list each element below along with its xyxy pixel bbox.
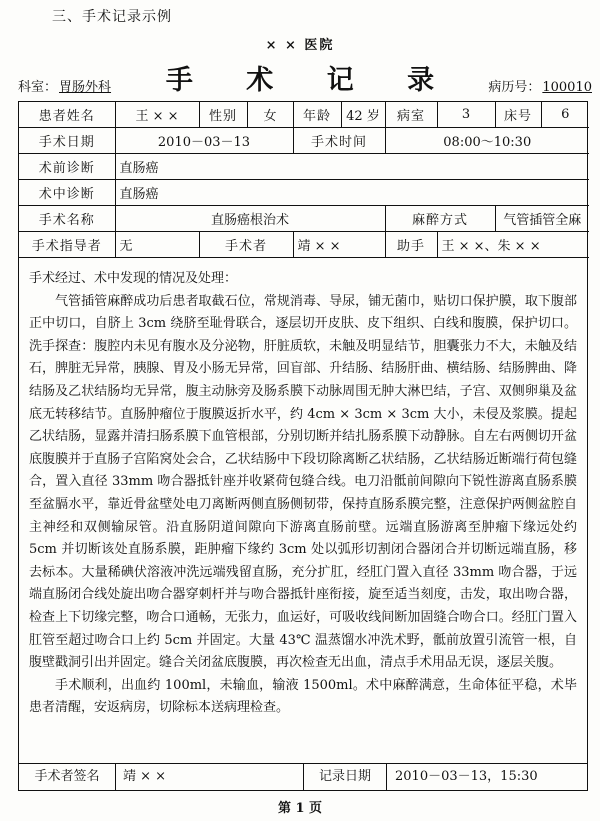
ward-value: 3	[437, 102, 495, 128]
narrative-summary: 手术顺利，出血约 100ml，未输血，输液 1500ml。术中麻醉满意，生命体征平稳，术毕患者清醒，安返病房，切除标本送病理检查。	[29, 677, 577, 716]
intraop-diagnosis-label: 术中诊断	[19, 180, 115, 206]
narrative-heading: 手术经过、术中发现的情况及处理：	[29, 271, 238, 286]
section-heading: 三、手术记录示例	[52, 9, 172, 25]
sex-value: 女	[247, 102, 293, 128]
age-value: 42 岁	[341, 102, 385, 128]
surgeon: 靖 × ×	[293, 232, 385, 258]
date-time-row	[19, 128, 589, 154]
procedure-name: 直肠癌根治术	[115, 206, 385, 232]
surgeon-signature: 靖 × ×	[123, 769, 167, 784]
procedure-name-label: 手术名称	[19, 206, 115, 232]
surgery-time: 08:00～10:30	[385, 128, 589, 154]
narrative-procedure: 气管插管麻醉成功后患者取截石位，常规消毒、导尿，铺无菌巾，贴切口保护膜，取下腹部正中切口，自脐上 3cm 绕脐至耻骨联合，逐层切开皮肤、皮下组织、白线和腹膜，保护切口。洗手探查：腹腔内未见有腹水及分泌物，肝脏质软，未触及明显结节，胆囊张力不大，未触及结石，脾脏无异常，胰腺、胃及小肠无异常，回盲部、升结肠、结肠肝曲、横结肠、结肠脾曲、降结肠及乙状结肠均无异常，腹主动脉旁及肠系膜下动脉周围无肿大淋巴结，子宫、双侧卵巢及盆底无转移结节。直肠肿瘤位于腹膜返折水平，约 4cm × 3cm × 3cm 大小，未侵及浆膜。提起乙状结肠，显露并清扫肠系膜下血管根部，分别切断并结扎肠系膜下动静脉。自左右两侧切开盆底腹膜并于直肠子宫陷窝处会合，乙状结肠中下段切除离断乙状结肠，乙状结肠近断端行荷包缝合，置入直径 33mm 吻合器抵针座并收紧荷包缝合线。电刀沿骶前间隙向下锐性游离直肠系膜至盆膈水平，靠近骨盆壁处电刀离断两侧直肠侧韧带，保持直肠系膜完整，注意保护两侧盆腔自主神经和双侧输尿管。沿直肠阴道间隙向下游离直肠前壁。远端直肠游离至肿瘤下缘远处约 5cm 并切断该处直肠系膜，距肿瘤下缘约 3cm 处以弧形切割闭合器闭合并切断远端直肠，移去标本。大量稀碘伏溶液冲洗远端残留直肠，充分扩肛，经肛门置入直径 33mm 吻合器，于远端直肠闭合线处旋出吻合器穿刺杆并与吻合器抵针座衔接，旋至适当刻度，击发，取出吻合器，检查上下切缘完整，吻合口通畅，无张力，血运好，可吸收线间断加固缝合吻合口。经肛门置入肛管至超过吻合口上约 5cm 并固定。大量 43℃ 温蒸馏水冲洗术野，骶前放置引流管一根，自腹壁戳洞引出并固定。缝合关闭盆底腹膜，再次检查无出血，清点手术用品无误，逐层关腹。	[29, 293, 577, 671]
department-value: 胃肠外科	[59, 80, 112, 95]
signature-row	[19, 763, 587, 790]
intraop-diagnosis-row	[19, 180, 589, 206]
surgery-date: 2010－03－13	[115, 128, 293, 154]
surgery-date-label: 手术日期	[19, 128, 115, 154]
supervisor-label: 手术指导者	[19, 232, 115, 258]
record-number-value: 100010	[542, 80, 592, 95]
procedure-row	[19, 206, 589, 232]
preop-diagnosis: 直肠癌	[115, 154, 589, 180]
record-date: 2010－03－13，15:30	[395, 769, 538, 784]
patient-row	[19, 102, 589, 128]
assistants: 王 × ×、朱 × ×	[437, 232, 589, 258]
supervisor: 无	[115, 232, 199, 258]
age-label: 年龄	[293, 102, 341, 128]
assistant-label: 助手	[385, 232, 437, 258]
preop-diagnosis-label: 术前诊断	[19, 154, 115, 180]
department	[18, 76, 111, 95]
document-title: 手 术 记 录	[165, 65, 457, 96]
sex-label: 性别	[199, 102, 247, 128]
header-table	[19, 102, 589, 258]
surgeon-signature-label: 手术者签名	[19, 764, 116, 790]
record-number	[488, 76, 592, 95]
intraop-diagnosis: 直肠癌	[115, 180, 589, 206]
anesthesia-label: 麻醉方式	[385, 206, 495, 232]
record-number-label: 病历号：	[488, 80, 541, 95]
preop-diagnosis-row	[19, 154, 589, 180]
surgery-record-form	[18, 101, 588, 791]
staff-row	[19, 232, 589, 258]
patient-name-label: 患者姓名	[19, 102, 115, 128]
hospital-name: × × 医院	[265, 38, 335, 53]
anesthesia-method: 气管插管全麻	[495, 206, 589, 232]
bed-label: 床号	[495, 102, 541, 128]
surgery-narrative	[19, 258, 587, 720]
surgery-time-label: 手术时间	[293, 128, 385, 154]
page-number: 第 1 页	[277, 801, 323, 816]
ward-label: 病室	[385, 102, 437, 128]
surgeon-label: 手术者	[199, 232, 293, 258]
department-label: 科室：	[18, 80, 58, 95]
record-date-label: 记录日期	[303, 764, 387, 790]
bed-value: 6	[541, 102, 589, 128]
patient-name: 王 × ×	[115, 102, 199, 128]
